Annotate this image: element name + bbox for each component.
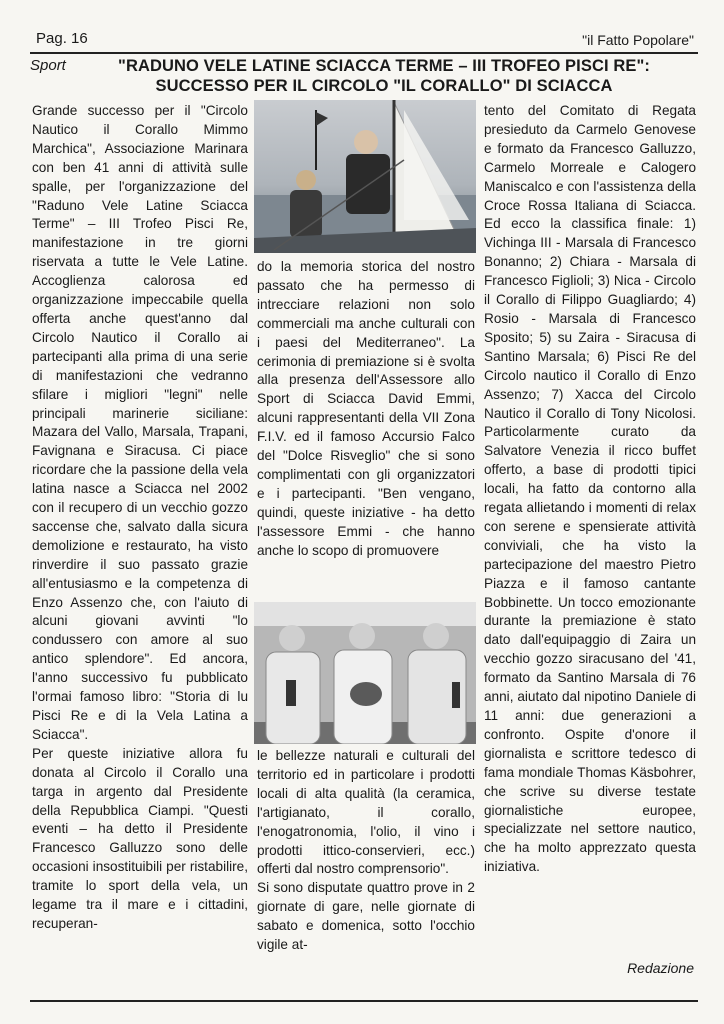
publication-name: "il Fatto Popolare" [582,32,694,48]
column-1-paragraph-1: Grande successo per il "Circolo Nautico il Corallo Mimmo Marchica", Associazione Marinara con ben 41 anni di attività sulle spalle, per l'organizzazione del "Raduno Vele Latine Sciacca Terme" – III Trofeo Pisci Re, manifestazione in tre giorni riservata a tutte le Vele Latine. Accoglienza calorosa ed organizzazione impeccabile quella offerta anche quest'anno dal Circolo Nautico il Corallo ai partecipanti alla prima di una serie di manifestazioni che vedranno sfilare i migliori "legni" nelle principali marinerie siciliane: Mazara del Vallo, Marsala, Trapani, Favignana e Siracusa. Ci piace ricordare che la passione della vela latina nasce a Sciacca nel 2002 con il recupero di un vecchio gozzo saccense che, salvato dalla sicura demolizione e restaurato, ha visto rinverdire il suo passato grazie all'entusiasmo e la competenza di Enzo Assenzo che, con l'aiuto di alcuni giovani avvinti "lo condussero con amore al suo antico splendore". Ed ancora, l'anno successivo fu pubblicato l'ormai famoso libro: "Storia di lu Pisci Re e di la Vela Latina a Sciacca". [32,103,248,742]
article-column-2-continued [257,747,475,997]
article-column-1 [32,102,248,998]
award-ceremony-photo [254,602,476,744]
page-number: Pag. 16 [36,30,88,47]
article-column-3 [484,102,696,982]
headline-line-1: "RADUNO VELE LATINE SCIACCA TERME – III TROFEO PISCI RE": [118,57,650,75]
headline-line-2: SUCCESSO PER IL CIRCOLO "IL CORALLO" DI SCIACCA [155,77,613,95]
column-3-paragraph-1: tento del Comitato di Regata presieduto da Carmelo Genovese e formato da Francesco Galluzzo, Carmelo Morreale e Calogero Maniscalco e con l'assistenza della Croce Rossa Italiana di Sciacca. Ed ecco la classifica finale: 1) Vichinga III - Marsala di Francesco Bonanno; 2) Chiara - Marsala di Francesco Figlioli; 3) Nica - Circolo il Corallo di Filippo Guagliardo; 4) Rosio - Marsala di Francesco Sposito; 5) su Zaira - Siracusa di Santino Marsala; 6) Pisci Re del Circolo nautico il Corallo di Enzo Assenzo; 7) Xacca del Circolo Nautico il Corallo di Tony Nicolosi. Particolarmente curato da Salvatore Venezia il ricco buffet offerto, a base di prodotti tipici locali, ha fatto da contorno alla regata allietando i momenti di relax con serene e spensierate attività conviviali, che ha visto la partecipazione del maestro Pietro Piazza e il famoso cantante Bobbinette. Un tocco emozionante durante la premiazione è stato dato dall'equipaggio di Zaira un vecchio gozzo siracusano del '41, formato da Santino Marsala di 76 anni, aiutato dal nipotino Daniele di 11 anni: due generazioni a confronto. Ospite d'onore il giornalista e scrittore tedesco di fama mondiale Thomas Käsbohrer, che scrive su diverse testate giornalistiche europee, specializzate nel settore nautico, che ha molto apprezzato questa iniziativa. [484,103,696,875]
article-column-2 [257,258,475,598]
column-2b-paragraph-2: Si sono disputate quattro prove in 2 giornate di gare, nelle giornate di sabato e domenica, sotto l'occhio vigile at- [257,880,475,953]
header-rule [30,52,698,54]
section-label: Sport [30,57,66,74]
footer-rule [30,1000,698,1002]
sailing-boat-photo [254,100,476,253]
column-2b-paragraph-1: le bellezze naturali e culturali del territorio ed in particolare i prodotti locali di alta qualità (la ceramica, l'artigianato, il corallo, l'enogatronomia, l'olio, il vino i prodotti ittico-conservieri, ecc.) offerti dal nostro comprensorio". [257,748,475,877]
author-signature: Redazione [627,960,694,976]
headline [84,56,684,96]
column-1-paragraph-2: Per queste iniziative allora fu donata al Circolo il Corallo una targa in argento dal Presidente della Repubblica Ciampi. "Questi eventi – ha detto il Presidente Francesco Galluzzo sono delle occasioni insostituibili per ristabilire, tramite lo sport della vela, un legame tra il mare e i cittadini, recuperan- [32,745,248,931]
column-2-paragraph-1: do la memoria storica del nostro passato che ha permesso di intrecciare relazioni non solo commerciali ma anche culturali con i paesi del Mediterraneo". La cerimonia di premiazione si è svolta alla presenza dell'Assessore allo Sport di Sciacca David Emmi, alcuni rappresentanti della VII Zona F.I.V. ed il famoso Accursio Falco del "Dolce Risveglio" che si sono complimentati con gli organizzatori e i partecipanti. "Ben vengano, quindi, queste iniziative - ha detto l'assessore Emmi - che hanno anche lo scopo di promuovere [257,259,475,558]
